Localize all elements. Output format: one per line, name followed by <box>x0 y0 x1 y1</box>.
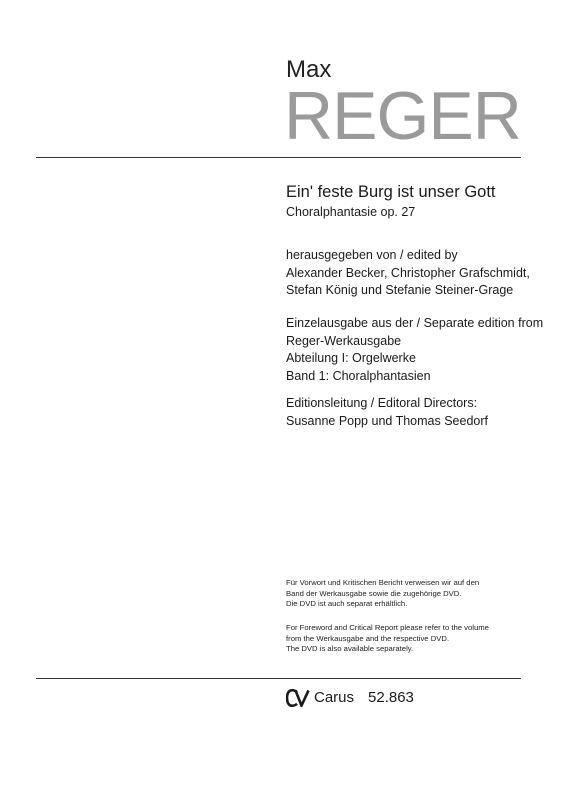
composer-first-name: Max <box>286 56 332 83</box>
work-title-block <box>286 181 556 221</box>
top-divider <box>36 157 521 158</box>
publisher-footer <box>286 688 414 708</box>
note-line: Die DVD ist auch separat erhältlich. <box>286 599 408 608</box>
edition-line: Abteilung I: Orgelwerke <box>286 351 416 365</box>
directors-names: Susanne Popp und Thomas Seedorf <box>286 413 488 428</box>
editors-block <box>286 247 561 300</box>
editors-line: Alexander Becker, Christopher Grafschmidt, <box>286 265 530 280</box>
note-line: For Foreword and Critical Report please refer to the volume <box>286 623 489 632</box>
directors-block <box>286 395 561 430</box>
publisher-name: Carus <box>314 689 355 706</box>
work-subtitle: Choralphantasie op. 27 <box>286 205 416 219</box>
edition-line: Einzelausgabe aus der / Separate edition from <box>286 316 544 330</box>
note-line: from the Werkausgabe and the respective DVD. <box>286 633 450 643</box>
edition-line: Band 1: Choralphantasien <box>286 368 431 383</box>
note-line: The DVD is also available separately. <box>286 644 414 653</box>
note-line: Für Vorwort und Kritischen Bericht verweisen wir auf den <box>286 578 480 587</box>
bottom-divider <box>36 678 521 679</box>
note-german <box>286 578 556 610</box>
work-title: Ein' feste Burg ist unser Gott <box>286 183 496 201</box>
note-english <box>286 623 556 655</box>
carus-cv-logo-icon <box>286 689 310 707</box>
catalog-number: 52.863 <box>368 689 414 706</box>
note-line: Band der Werkausgabe sowie die zugehörige DVD. <box>286 588 462 598</box>
directors-heading: Editionsleitung / Editoral Directors: <box>286 396 478 410</box>
composer-last-name: REGER <box>284 78 521 154</box>
editors-heading: herausgegeben von / edited by <box>286 248 458 262</box>
edition-block <box>286 315 561 385</box>
editors-line: Stefan König und Stefanie Steiner-Grage <box>286 283 514 297</box>
edition-line: Reger-Werkausgabe <box>286 333 402 348</box>
